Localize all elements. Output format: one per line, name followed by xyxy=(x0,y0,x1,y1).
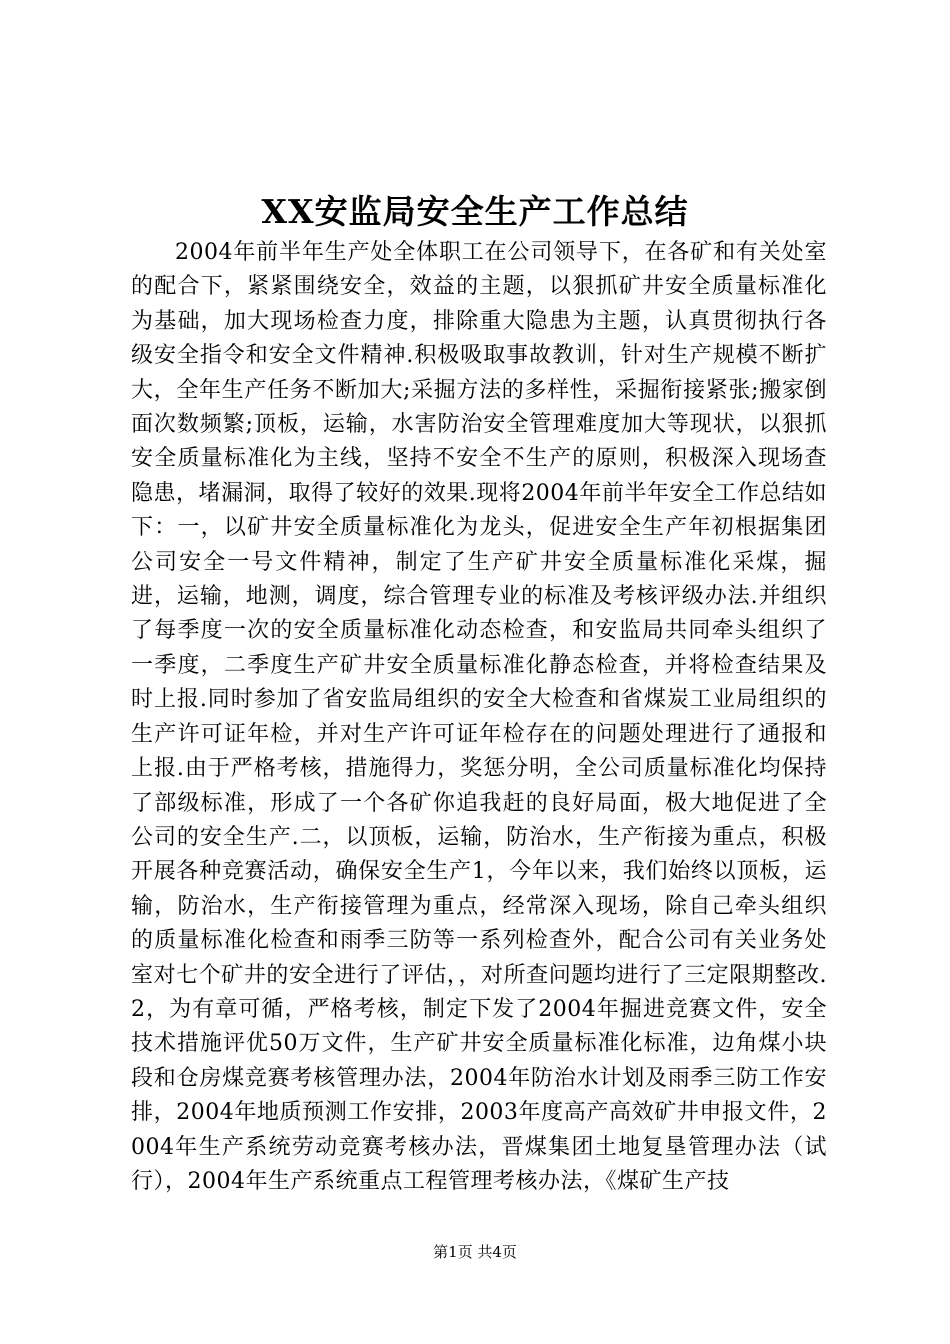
document-title: XX安监局安全生产工作总结 xyxy=(261,192,689,231)
page-footer: 第1页 共4页 xyxy=(433,1243,517,1261)
document-body: 2004年前半年生产处全体职工在公司领导下，在各矿和有关处室的配合下，紧紧围绕安全，效益的主题，以狠抓矿井安全质量标准化为基础，加大现场检查力度，排除重大隐患为主题，认真贯彻执行各级安全指令和安全文件精神.积极吸取事故教训，针对生产规模不断扩大，全年生产任务不断加大;采掘方法的多样性，采掘衔接紧张;搬家倒面次数频繁;顶板，运输，水害防治安全管理难度加大等现状，以狠抓安全质量标准化为主线，坚持不安全不生产的原则，积极深入现场查隐患，堵漏洞，取得了较好的效果.现将2004年前半年安全工作总结如下：一，以矿井安全质量标准化为龙头，促进安全生产年初根据集团公司安全一号文件精神，制定了生产矿井安全质量标准化采煤，掘进，运输，地测，调度，综合管理专业的标准及考核评级办法.并组织了每季度一次的安全质量标准化动态检查，和安监局共同牵头组织了一季度，二季度生产矿井安全质量标准化静态检查，并将检查结果及时上报.同时参加了省安监局组织的安全大检查和省煤炭工业局组织的生产许可证年检，并对生产许可证年检存在的问题处理进行了通报和上报.由于严格考核，措施得力，奖惩分明，全公司质量标准化均保持了部级标准，形成了一个各矿你追我赶的良好局面，极大地促进了全公司的安全生产.二，以顶板，运输，防治水，生产衔接为重点，积极开展各种竞赛活动，确保安全生产1，今年以来，我们始终以顶板，运输，防治水，生产衔接管理为重点，经常深入现场，除自己牵头组织的质量标准化检查和雨季三防等一系列检查外，配合公司有关业务处室对七个矿井的安全进行了评估，，对所查问题均进行了三定限期整改.2，为有章可循，严格考核，制定下发了2004年掘进竞赛文件，安全技术措施评优50万文件，生产矿井安全质量标准化标准，边角煤小块段和仓房煤竞赛考核管理办法，2004年防治水计划及雨季三防工作安排，2004年地质预测工作安排，2003年度高产高效矿井申报文件，2004年生产系统劳动竞赛考核办法，晋煤集团土地复垦管理办法（试行），2004年生产系统重点工程管理考核办法，《煤矿生产技 xyxy=(131,240,827,1194)
